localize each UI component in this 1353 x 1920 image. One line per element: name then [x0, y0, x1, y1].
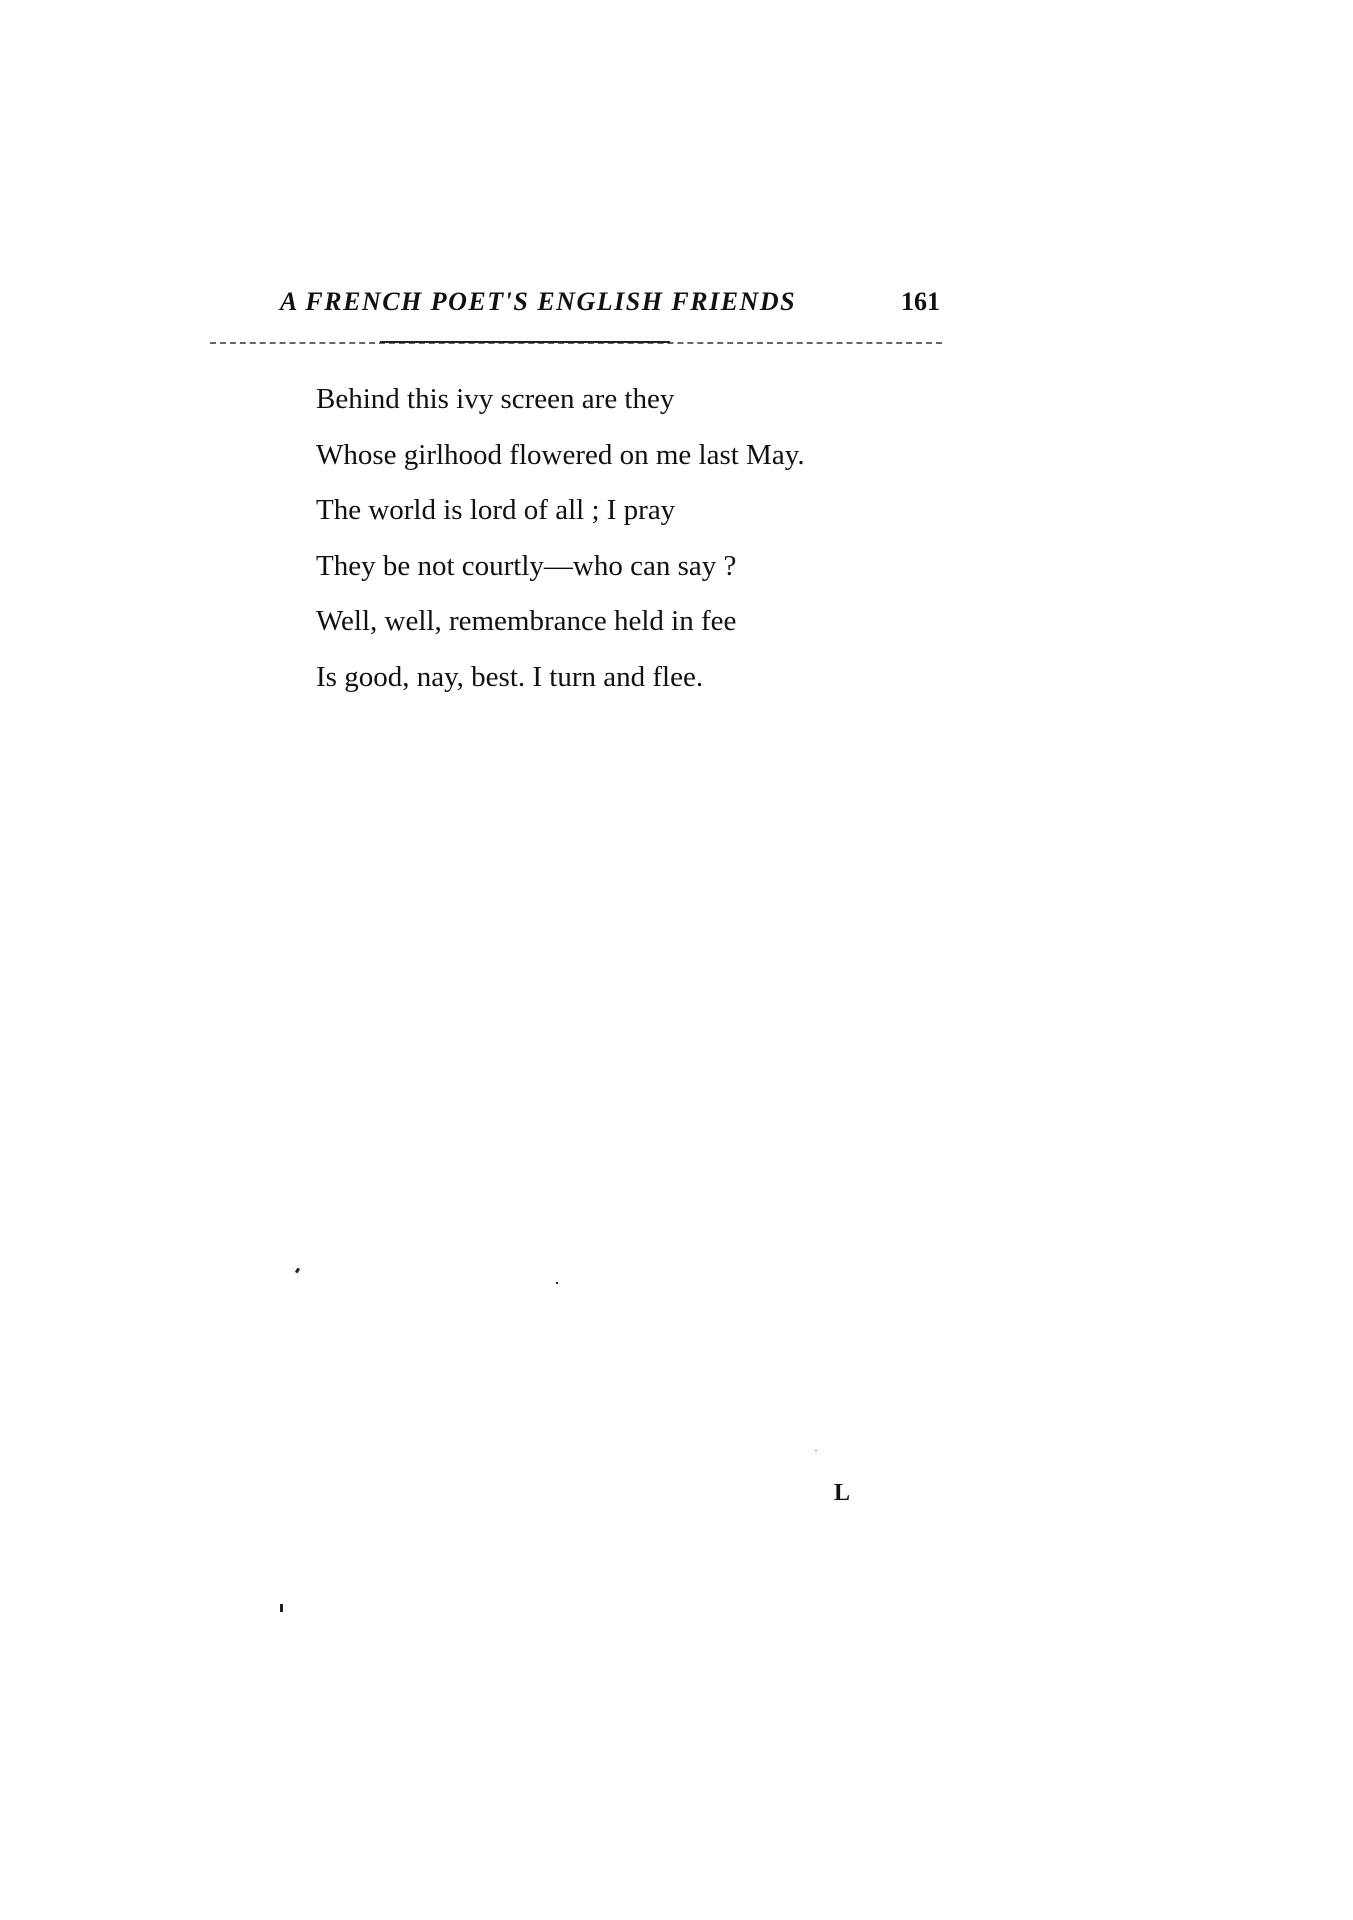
- poem-stanza: [316, 372, 936, 705]
- poem-line: Whose girlhood flowered on me last May.: [316, 438, 805, 471]
- running-title: A FRENCH POET'S ENGLISH FRIENDS: [280, 287, 797, 316]
- scan-speck: [295, 1268, 300, 1274]
- poem-line: They be not courtly—who can say ?: [316, 549, 737, 582]
- poem-line: Is good, nay, best. I turn and flee.: [316, 660, 704, 693]
- scan-speck: [280, 1604, 283, 1612]
- signature-mark: L: [834, 1480, 851, 1506]
- poem-line: The world is lord of all ; I pray: [316, 494, 676, 526]
- scan-speck: [556, 1282, 558, 1284]
- scan-speck: [815, 1450, 817, 1451]
- header-rule-segment: [380, 341, 670, 343]
- running-head: [280, 282, 940, 322]
- poem-line: Behind this ivy screen are they: [316, 383, 675, 415]
- page-number: 161: [901, 287, 940, 316]
- poem-line: Well, well, remembrance held in fee: [316, 605, 737, 637]
